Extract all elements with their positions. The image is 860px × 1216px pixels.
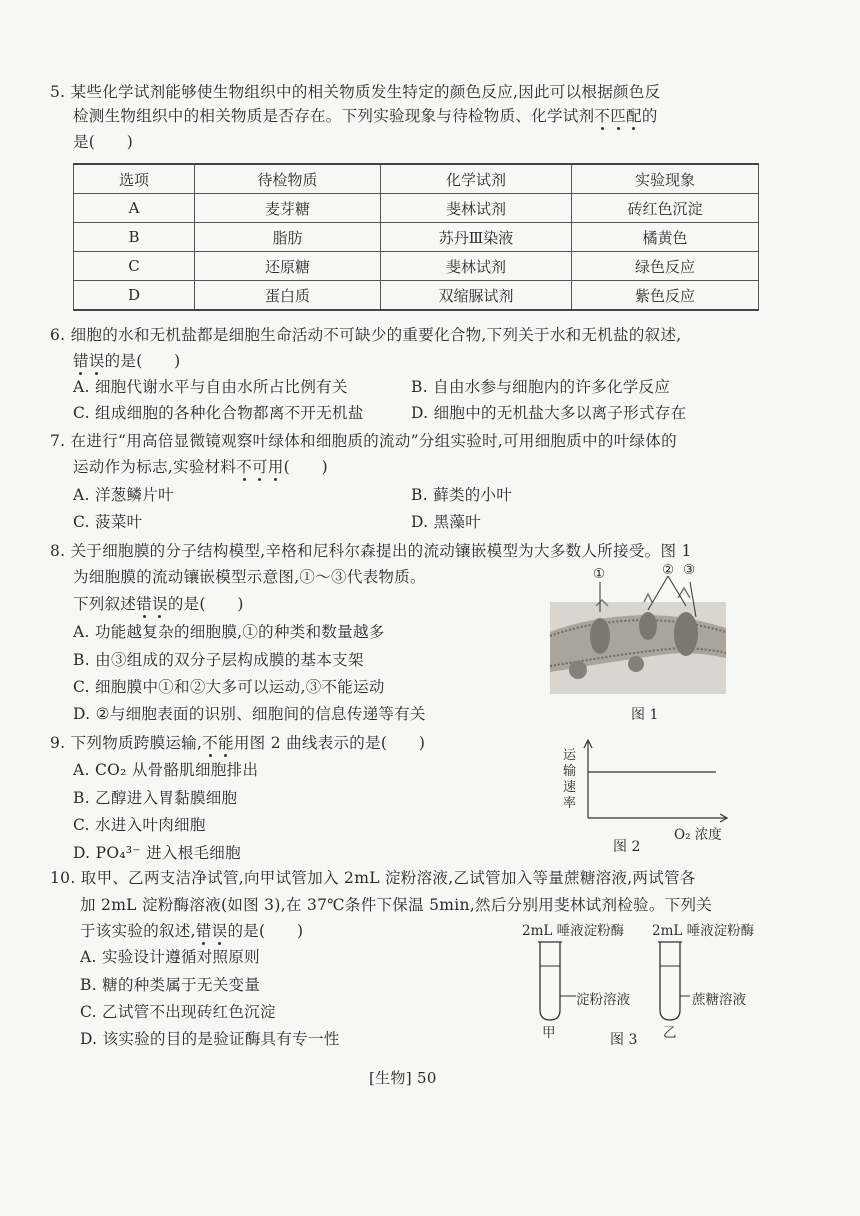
tube-yi — [660, 942, 680, 1020]
table-cell: 双缩脲试剂 — [381, 281, 572, 311]
q10-line-3: 于该实验的叙述,错误的是( ) — [80, 922, 304, 940]
figure-3-tube1-side-label: 淀粉溶液 — [576, 992, 630, 1008]
q8-option-a: A. 功能越复杂的细胞膜,①的种类和数量越多 — [73, 623, 385, 641]
protein-2 — [639, 612, 657, 640]
figure-1-caption: 图 1 — [631, 707, 659, 723]
figure-1-membrane — [548, 562, 728, 697]
table-cell: 还原糖 — [195, 252, 381, 281]
figure-3-tube1-top-label: 2mL 唾液淀粉酶 — [522, 923, 625, 939]
q5-line-3: 是( ) — [73, 133, 134, 151]
table-row — [74, 252, 759, 281]
q6-option-b: B. 自由水参与细胞内的许多化学反应 — [411, 378, 671, 396]
table-row — [74, 194, 759, 223]
figure-3-caption: 图 3 — [610, 1032, 638, 1048]
protein-1 — [590, 618, 610, 654]
q5-line-1: 5. 某些化学试剂能够使生物组织中的相关物质发生特定的颜色反应,因此可以根据颜色反 — [50, 83, 661, 101]
q8-option-b: B. 由③组成的双分子层构成膜的基本支架 — [73, 651, 364, 669]
table-header-cell: 待检物质 — [195, 164, 381, 194]
q9-option-b: B. 乙醇进入胃黏膜细胞 — [73, 789, 238, 807]
table-header-cell: 化学试剂 — [381, 164, 572, 194]
q6-line-2: 错误的是( ) — [73, 352, 181, 370]
q6-option-c: C. 组成细胞的各种化合物都离不开无机盐 — [73, 404, 364, 422]
table-row — [74, 223, 759, 252]
figure-2-graph — [580, 738, 730, 824]
table-cell: A — [74, 194, 195, 223]
figure-1-label-2: ② — [662, 562, 675, 578]
table-cell: 斐林试剂 — [381, 252, 572, 281]
page-footer: [生物] 50 — [369, 1069, 437, 1087]
table-cell: 蛋白质 — [195, 281, 381, 311]
table-cell: D — [74, 281, 195, 311]
q8-line-1: 8. 关于细胞膜的分子结构模型,辛格和尼科尔森提出的流动镶嵌模型为大多数人所接受。图 1 — [50, 542, 692, 560]
table-cell: 砖红色沉淀 — [572, 194, 759, 223]
q7-option-b: B. 藓类的小叶 — [411, 486, 513, 504]
q8-line-3: 下列叙述错误的是( ) — [73, 595, 244, 613]
table-cell: 斐林试剂 — [381, 194, 572, 223]
figure-1-label-3: ③ — [683, 562, 696, 578]
q9-line-1: 9. 下列物质跨膜运输,不能用图 2 曲线表示的是( ) — [50, 734, 426, 752]
q7-line-1: 7. 在进行“用高倍显微镜观察叶绿体和细胞质的流动”分组实验时,可用细胞质中的叶绿体的 — [50, 432, 677, 450]
q10-line-2: 加 2mL 淀粉酶溶液(如图 3),在 37℃条件下保温 5min,然后分别用斐林试剂检验。下列关 — [80, 896, 713, 914]
q8-line-2: 为细胞膜的流动镶嵌模型示意图,①～③代表物质。 — [73, 568, 426, 586]
table-header-cell: 选项 — [74, 164, 195, 194]
table-cell: B — [74, 223, 195, 252]
table-cell: 橘黄色 — [572, 223, 759, 252]
table-header-cell: 实验现象 — [572, 164, 759, 194]
q8-option-d: D. ②与细胞表面的识别、细胞间的信息传递等有关 — [73, 705, 426, 723]
q10-option-d: D. 该实验的目的是验证酶具有专一性 — [80, 1030, 340, 1048]
figure-3-tube2-side-label: 蔗糖溶液 — [692, 992, 746, 1008]
q8-option-c: C. 细胞膜中①和②大多可以运动,③不能运动 — [73, 678, 385, 696]
q6-line-1: 6. 细胞的水和无机盐都是细胞生命活动不可缺少的重要化合物,下列关于水和无机盐的叙述, — [50, 326, 682, 344]
table-row — [74, 281, 759, 311]
q7-option-d: D. 黑藻叶 — [411, 513, 482, 531]
figure-2-caption: 图 2 — [613, 839, 641, 855]
q7-line-2: 运动作为标志,实验材料不可用( ) — [73, 458, 328, 476]
q5-line-2: 检测生物组织中的相关物质是否存在。下列实验现象与待检物质、化学试剂不匹配的 — [73, 107, 658, 125]
table-cell: 麦芽糖 — [195, 194, 381, 223]
table-cell: 脂肪 — [195, 223, 381, 252]
figure-2-x-label: O₂ 浓度 — [674, 827, 722, 843]
q10-option-b: B. 糖的种类属于无关变量 — [80, 976, 261, 994]
q5-table — [73, 163, 759, 311]
figure-3-tube2-top-label: 2mL 唾液淀粉酶 — [652, 923, 755, 939]
q6-option-d: D. 细胞中的无机盐大多以离子形式存在 — [411, 404, 687, 422]
table-header-row — [74, 164, 759, 194]
table-cell: C — [74, 252, 195, 281]
figure-3-tube1-name: 甲 — [542, 1025, 556, 1041]
q10-option-a: A. 实验设计遵循对照原则 — [80, 948, 260, 966]
protein-3 — [674, 612, 698, 656]
q7-option-a: A. 洋葱鳞片叶 — [73, 486, 174, 504]
q10-line-1: 10. 取甲、乙两支洁净试管,向甲试管加入 2mL 淀粉溶液,乙试管加入等量蔗糖溶液,两试管各 — [50, 869, 696, 887]
figure-3-tube2-name: 乙 — [663, 1025, 677, 1041]
q9-option-a: A. CO₂ 从骨骼肌细胞排出 — [73, 761, 259, 779]
q10-option-c: C. 乙试管不出现砖红色沉淀 — [80, 1003, 276, 1021]
q9-option-c: C. 水进入叶肉细胞 — [73, 816, 206, 834]
q6-option-a: A. 细胞代谢水平与自由水所占比例有关 — [73, 378, 348, 396]
tube-jia — [540, 942, 560, 1020]
q7-option-c: C. 菠菜叶 — [73, 513, 143, 531]
q9-option-d: D. PO₄³⁻ 进入根毛细胞 — [73, 844, 241, 862]
table-cell: 苏丹Ⅲ染液 — [381, 223, 572, 252]
figure-3-tubes — [530, 938, 690, 1024]
figure-2-y-label: 运输速率 — [563, 748, 577, 811]
figure-1-label-1: ① — [593, 566, 606, 582]
table-cell: 紫色反应 — [572, 281, 759, 311]
table-cell: 绿色反应 — [572, 252, 759, 281]
